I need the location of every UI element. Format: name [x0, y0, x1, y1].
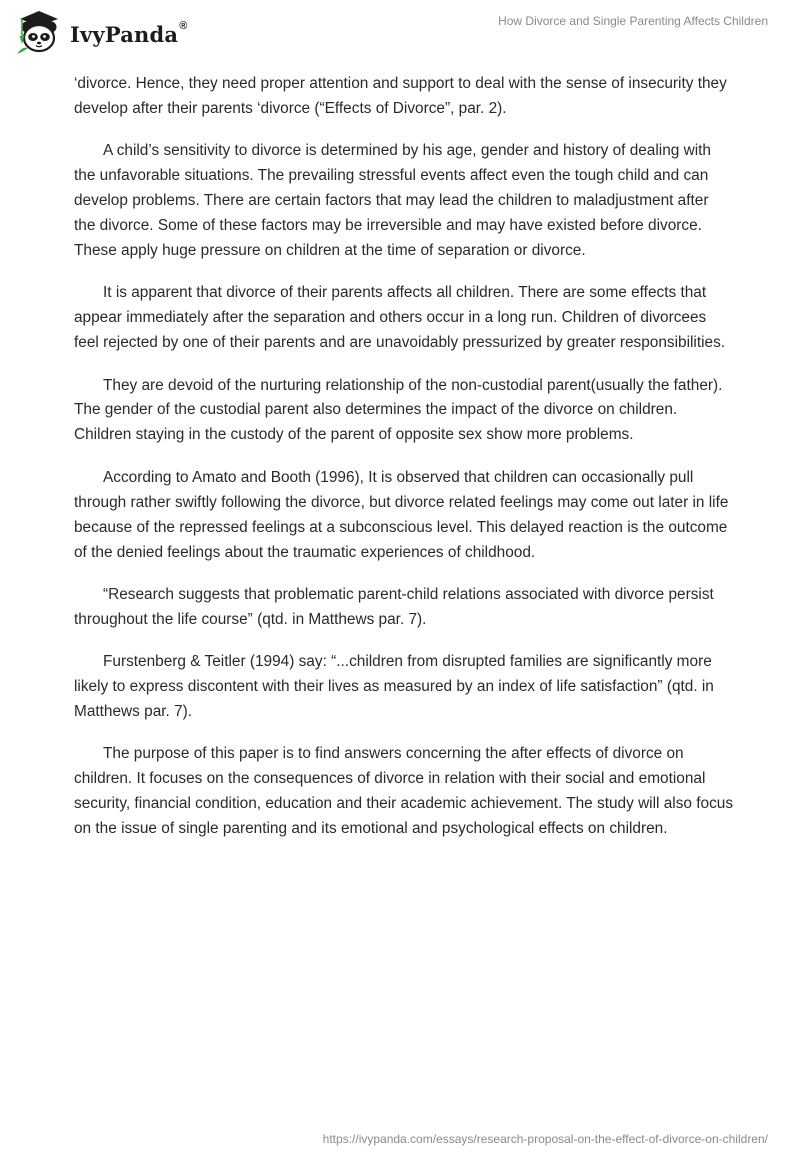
paragraph: According to Amato and Booth (1996), It is observed that children can occasionally pull through rather swiftly following the divorce, but divorce related feelings may come out later in life because of the repressed feelings at a subconscious level. This delayed reaction is the outcome of the denied feelings about the traumatic experiences of childhood. — [74, 468, 729, 561]
brand-name: IvyPanda® — [70, 19, 188, 47]
registered-mark: ® — [179, 19, 188, 32]
paragraph: A child’s sensitivity to divorce is determined by his age, gender and history of dealing with the unfavorable situations. The prevailing stressful events affect even the tough child and can develop problems. There are certain factors that may lead the children to maladjustment after the divorce. Some of these factors may be irreversible and may have existed before divorce. These apply huge pressure on children at the time of separation or divorce. — [74, 142, 711, 259]
source-url-link[interactable]: https://ivypanda.com/essays/research-proposal-on-the-effect-of-divorce-on-children/ — [322, 1132, 768, 1146]
paragraph: It is apparent that divorce of their parents affects all children. There are some effects that appear immediately after the separation and others occur in a long run. Children of divorcees feel rejected by one of their parents and are unavoidably pressurized by greater responsibilities. — [74, 284, 726, 352]
paragraph: Furstenberg & Teitler (1994) say: “...children from disrupted families are significantly more likely to express discontent with their lives as measured by an index of life satisfaction” (qtd. in Matthews par. 7). — [74, 653, 714, 721]
page-header — [0, 0, 800, 70]
paragraph: They are devoid of the nurturing relationship of the non-custodial parent(usually the father). The gender of the custodial parent also determines the impact of the divorce on children. Children staying in the custody of the parent of opposite sex show more problems. — [74, 376, 723, 444]
paragraph: “Research suggests that problematic parent-child relations associated with divorce persist throughout the life course” (qtd. in Matthews par. 7). — [74, 585, 714, 628]
paragraph: The purpose of this paper is to find answers concerning the after effects of divorce on children. It focuses on the consequences of divorce in relation with their social and emotional security, financial condition, education and their academic achievement. The study will also focus on the issue of single parenting and its emotional and psychological effects on children. — [74, 745, 734, 838]
ivypanda-logo[interactable] — [14, 8, 188, 58]
paragraph: ‘divorce. Hence, they need proper attention and support to deal with the sense of insecurity they develop after their parents ‘divorce (“Effects of Divorce”, par. 2). — [74, 75, 727, 117]
document-title: How Divorce and Single Parenting Affects Children — [498, 14, 768, 28]
essay-body — [74, 72, 734, 860]
panda-graduate-icon — [14, 8, 64, 58]
